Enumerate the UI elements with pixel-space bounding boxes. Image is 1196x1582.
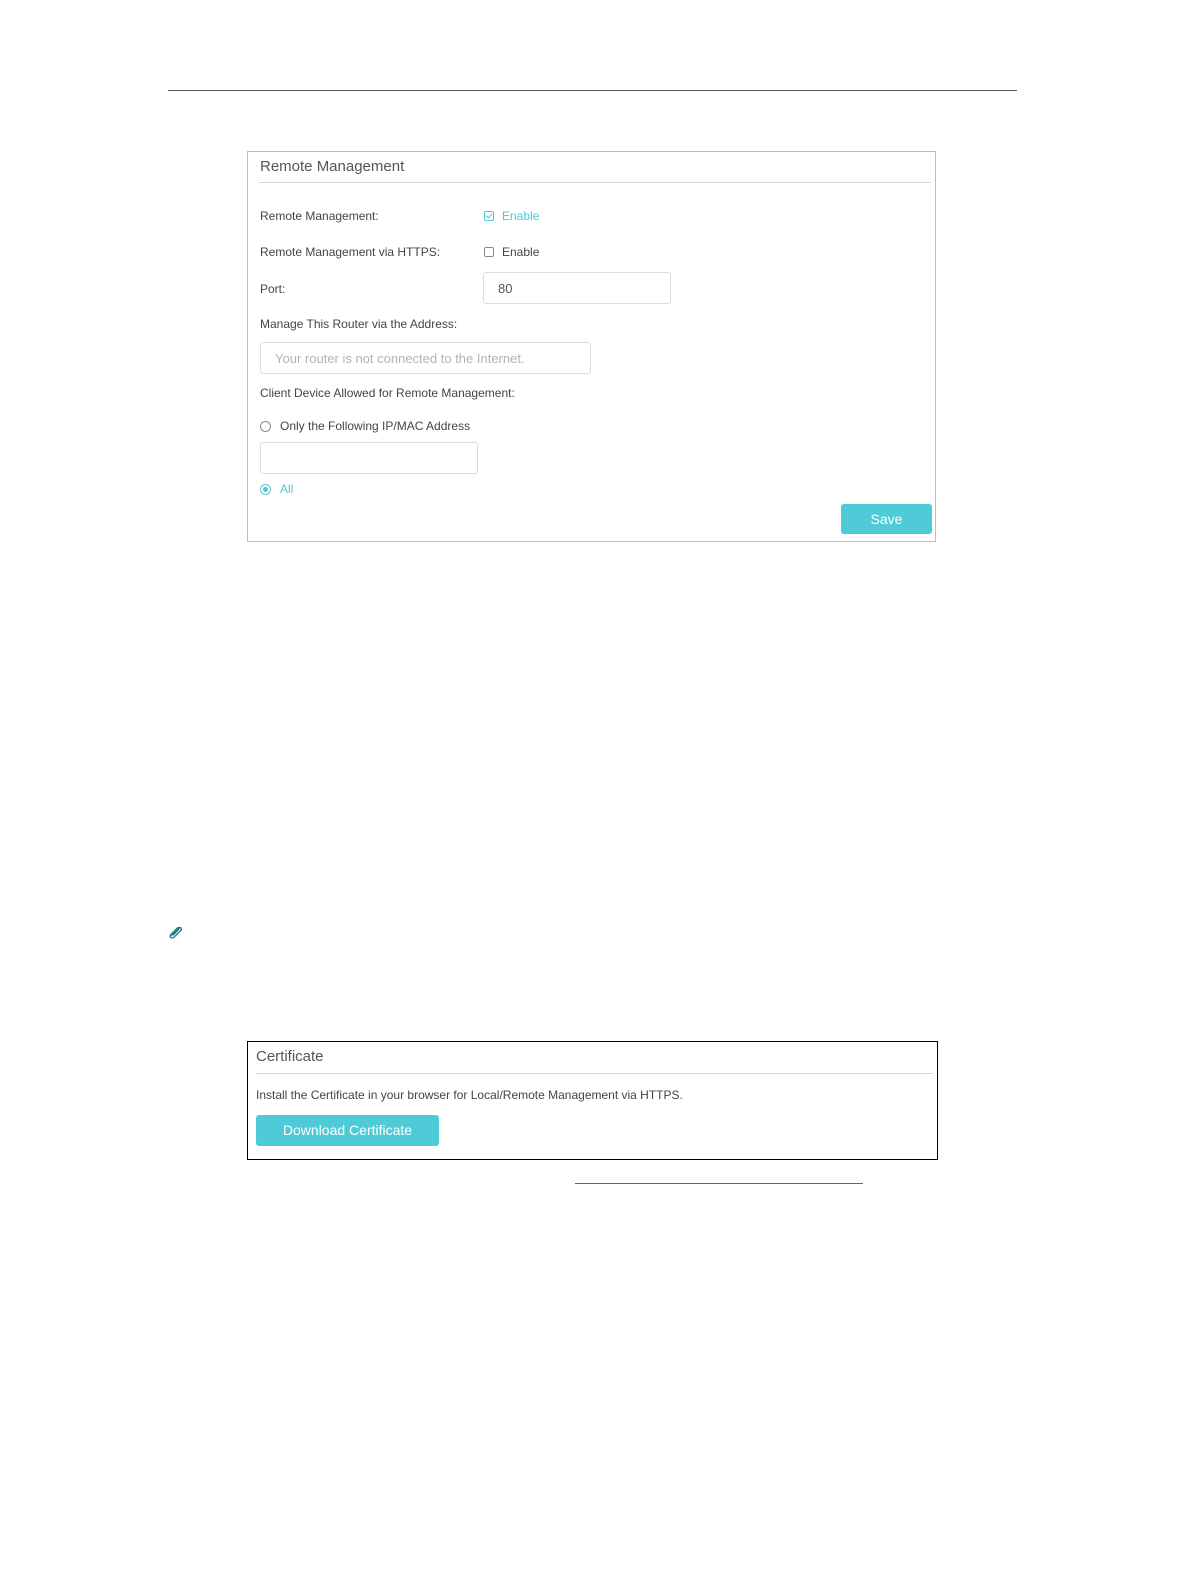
link-underline <box>575 1183 863 1184</box>
download-certificate-button[interactable]: Download Certificate <box>256 1115 439 1146</box>
remote-management-enable-label: Enable <box>502 209 540 223</box>
all-label: All <box>280 482 294 496</box>
checkbox-unchecked-icon <box>484 247 494 257</box>
certificate-title-divider <box>256 1073 933 1074</box>
address-label: Manage This Router via the Address: <box>260 317 458 331</box>
certificate-panel <box>247 1041 938 1160</box>
only-following-label: Only the Following IP/MAC Address <box>280 419 471 433</box>
radio-unselected-icon <box>260 421 271 432</box>
paperclip-icon <box>167 923 183 939</box>
checkbox-checked-icon <box>484 211 494 221</box>
address-input[interactable] <box>260 342 591 374</box>
https-label: Remote Management via HTTPS: <box>260 245 441 259</box>
certificate-title: Certificate <box>256 1048 324 1065</box>
https-enable-label: Enable <box>502 245 540 259</box>
title-divider <box>259 182 931 183</box>
ip-mac-input[interactable] <box>260 442 478 474</box>
all-radio[interactable] <box>260 482 293 496</box>
header-divider <box>168 90 1017 91</box>
port-input[interactable] <box>483 272 671 304</box>
client-device-label: Client Device Allowed for Remote Management: <box>260 386 515 400</box>
save-button[interactable]: Save <box>841 504 932 534</box>
radio-selected-icon <box>260 484 271 495</box>
remote-management-title: Remote Management <box>260 158 405 175</box>
remote-management-panel <box>247 151 936 542</box>
remote-management-label: Remote Management: <box>260 209 379 223</box>
https-enable-checkbox[interactable] <box>484 245 539 259</box>
remote-management-enable-checkbox[interactable] <box>484 209 539 223</box>
only-following-radio[interactable] <box>260 419 470 433</box>
certificate-description: Install the Certificate in your browser for Local/Remote Management via HTTPS. <box>256 1088 683 1102</box>
port-label: Port: <box>260 282 286 296</box>
